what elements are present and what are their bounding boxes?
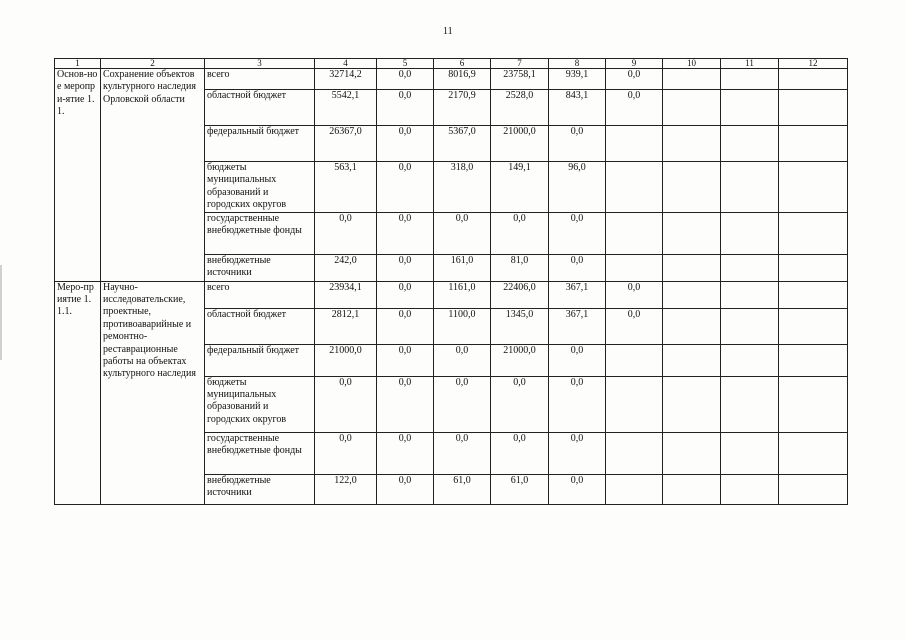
scan-edge-mark	[0, 265, 2, 360]
value-cell-9	[606, 344, 663, 376]
value-cell-5: 0,0	[377, 212, 434, 254]
value-cell-9: 0,0	[606, 69, 663, 90]
funding-source: всего	[205, 281, 315, 308]
empty-cell-11	[721, 308, 779, 344]
value-cell-5: 0,0	[377, 90, 434, 126]
empty-cell-10	[663, 254, 721, 281]
value-cell-6: 161,0	[434, 254, 491, 281]
measure-name: Научно-исследовательские, проектные, противоаварийные и ремонтно-реставрационные работы на объектах культурного наследия	[101, 281, 205, 504]
value-cell-7: 21000,0	[491, 126, 549, 162]
empty-cell-10	[663, 126, 721, 162]
value-cell-8: 367,1	[549, 281, 606, 308]
value-cell-9	[606, 212, 663, 254]
table-row	[55, 281, 848, 308]
value-cell-6: 61,0	[434, 474, 491, 504]
funding-source: внебюджетные источники	[205, 254, 315, 281]
measure-name: Сохранение объектов культурного наследия Орловской области	[101, 69, 205, 282]
value-cell-6: 318,0	[434, 162, 491, 213]
value-cell-7: 149,1	[491, 162, 549, 213]
value-cell-6: 0,0	[434, 212, 491, 254]
empty-cell-11	[721, 254, 779, 281]
column-header: 5	[377, 59, 434, 69]
empty-cell-11	[721, 376, 779, 432]
value-cell-9	[606, 126, 663, 162]
empty-cell-10	[663, 344, 721, 376]
value-cell-4: 32714,2	[315, 69, 377, 90]
empty-cell-12	[779, 162, 848, 213]
funding-source: федеральный бюджет	[205, 344, 315, 376]
empty-cell-12	[779, 281, 848, 308]
empty-cell-10	[663, 212, 721, 254]
value-cell-5: 0,0	[377, 376, 434, 432]
value-cell-4: 122,0	[315, 474, 377, 504]
value-cell-4: 26367,0	[315, 126, 377, 162]
column-header: 10	[663, 59, 721, 69]
empty-cell-10	[663, 90, 721, 126]
measure-code: Основ-ное меропри-ятие 1.1.	[55, 69, 101, 282]
column-header: 12	[779, 59, 848, 69]
empty-cell-12	[779, 432, 848, 474]
budget-table	[54, 58, 848, 505]
value-cell-4: 0,0	[315, 212, 377, 254]
column-header: 3	[205, 59, 315, 69]
empty-cell-12	[779, 474, 848, 504]
value-cell-9: 0,0	[606, 281, 663, 308]
value-cell-6: 0,0	[434, 376, 491, 432]
value-cell-9: 0,0	[606, 308, 663, 344]
empty-cell-10	[663, 308, 721, 344]
value-cell-7: 81,0	[491, 254, 549, 281]
value-cell-7: 21000,0	[491, 344, 549, 376]
empty-cell-12	[779, 90, 848, 126]
empty-cell-12	[779, 344, 848, 376]
funding-source: внебюджетные источники	[205, 474, 315, 504]
empty-cell-11	[721, 162, 779, 213]
value-cell-7: 0,0	[491, 432, 549, 474]
value-cell-4: 563,1	[315, 162, 377, 213]
value-cell-8: 0,0	[549, 344, 606, 376]
value-cell-8: 0,0	[549, 212, 606, 254]
column-number-row	[55, 59, 848, 69]
empty-cell-10	[663, 376, 721, 432]
value-cell-6: 1161,0	[434, 281, 491, 308]
value-cell-6: 1100,0	[434, 308, 491, 344]
empty-cell-12	[779, 126, 848, 162]
value-cell-8: 0,0	[549, 254, 606, 281]
column-header: 11	[721, 59, 779, 69]
value-cell-6: 5367,0	[434, 126, 491, 162]
funding-source: бюджеты муниципальных образований и городских округов	[205, 376, 315, 432]
funding-source: областной бюджет	[205, 90, 315, 126]
value-cell-6: 0,0	[434, 344, 491, 376]
value-cell-7: 1345,0	[491, 308, 549, 344]
value-cell-8: 96,0	[549, 162, 606, 213]
value-cell-7: 0,0	[491, 376, 549, 432]
value-cell-7: 23758,1	[491, 69, 549, 90]
funding-source: государственные внебюджетные фонды	[205, 212, 315, 254]
empty-cell-12	[779, 69, 848, 90]
value-cell-5: 0,0	[377, 162, 434, 213]
value-cell-4: 23934,1	[315, 281, 377, 308]
column-header: 8	[549, 59, 606, 69]
empty-cell-12	[779, 308, 848, 344]
value-cell-7: 2528,0	[491, 90, 549, 126]
value-cell-4: 0,0	[315, 432, 377, 474]
value-cell-4: 5542,1	[315, 90, 377, 126]
column-header: 2	[101, 59, 205, 69]
empty-cell-12	[779, 212, 848, 254]
value-cell-8: 0,0	[549, 126, 606, 162]
value-cell-5: 0,0	[377, 126, 434, 162]
value-cell-6: 0,0	[434, 432, 491, 474]
value-cell-5: 0,0	[377, 308, 434, 344]
empty-cell-11	[721, 474, 779, 504]
empty-cell-10	[663, 474, 721, 504]
value-cell-8: 0,0	[549, 376, 606, 432]
value-cell-9	[606, 254, 663, 281]
value-cell-9	[606, 474, 663, 504]
value-cell-6: 8016,9	[434, 69, 491, 90]
empty-cell-10	[663, 69, 721, 90]
value-cell-4: 2812,1	[315, 308, 377, 344]
empty-cell-12	[779, 376, 848, 432]
value-cell-5: 0,0	[377, 281, 434, 308]
funding-source: областной бюджет	[205, 308, 315, 344]
value-cell-5: 0,0	[377, 474, 434, 504]
funding-source: федеральный бюджет	[205, 126, 315, 162]
empty-cell-10	[663, 162, 721, 213]
value-cell-4: 0,0	[315, 376, 377, 432]
value-cell-8: 843,1	[549, 90, 606, 126]
value-cell-8: 939,1	[549, 69, 606, 90]
value-cell-6: 2170,9	[434, 90, 491, 126]
empty-cell-11	[721, 344, 779, 376]
funding-source: государственные внебюджетные фонды	[205, 432, 315, 474]
value-cell-8: 0,0	[549, 432, 606, 474]
empty-cell-11	[721, 212, 779, 254]
value-cell-9: 0,0	[606, 90, 663, 126]
empty-cell-11	[721, 69, 779, 90]
value-cell-5: 0,0	[377, 69, 434, 90]
column-header: 9	[606, 59, 663, 69]
page-number: 11	[443, 26, 453, 37]
column-header: 4	[315, 59, 377, 69]
empty-cell-12	[779, 254, 848, 281]
empty-cell-11	[721, 432, 779, 474]
value-cell-7: 22406,0	[491, 281, 549, 308]
column-header: 7	[491, 59, 549, 69]
empty-cell-10	[663, 432, 721, 474]
value-cell-9	[606, 432, 663, 474]
value-cell-4: 242,0	[315, 254, 377, 281]
value-cell-8: 0,0	[549, 474, 606, 504]
column-header: 6	[434, 59, 491, 69]
value-cell-5: 0,0	[377, 254, 434, 281]
value-cell-4: 21000,0	[315, 344, 377, 376]
value-cell-7: 0,0	[491, 212, 549, 254]
empty-cell-11	[721, 126, 779, 162]
column-header: 1	[55, 59, 101, 69]
funding-source: всего	[205, 69, 315, 90]
value-cell-5: 0,0	[377, 344, 434, 376]
value-cell-9	[606, 162, 663, 213]
value-cell-7: 61,0	[491, 474, 549, 504]
empty-cell-11	[721, 281, 779, 308]
measure-code: Меро-приятие 1.1.1.	[55, 281, 101, 504]
empty-cell-10	[663, 281, 721, 308]
empty-cell-11	[721, 90, 779, 126]
table-row	[55, 69, 848, 90]
value-cell-9	[606, 376, 663, 432]
funding-source: бюджеты муниципальных образований и городских округов	[205, 162, 315, 213]
value-cell-8: 367,1	[549, 308, 606, 344]
value-cell-5: 0,0	[377, 432, 434, 474]
